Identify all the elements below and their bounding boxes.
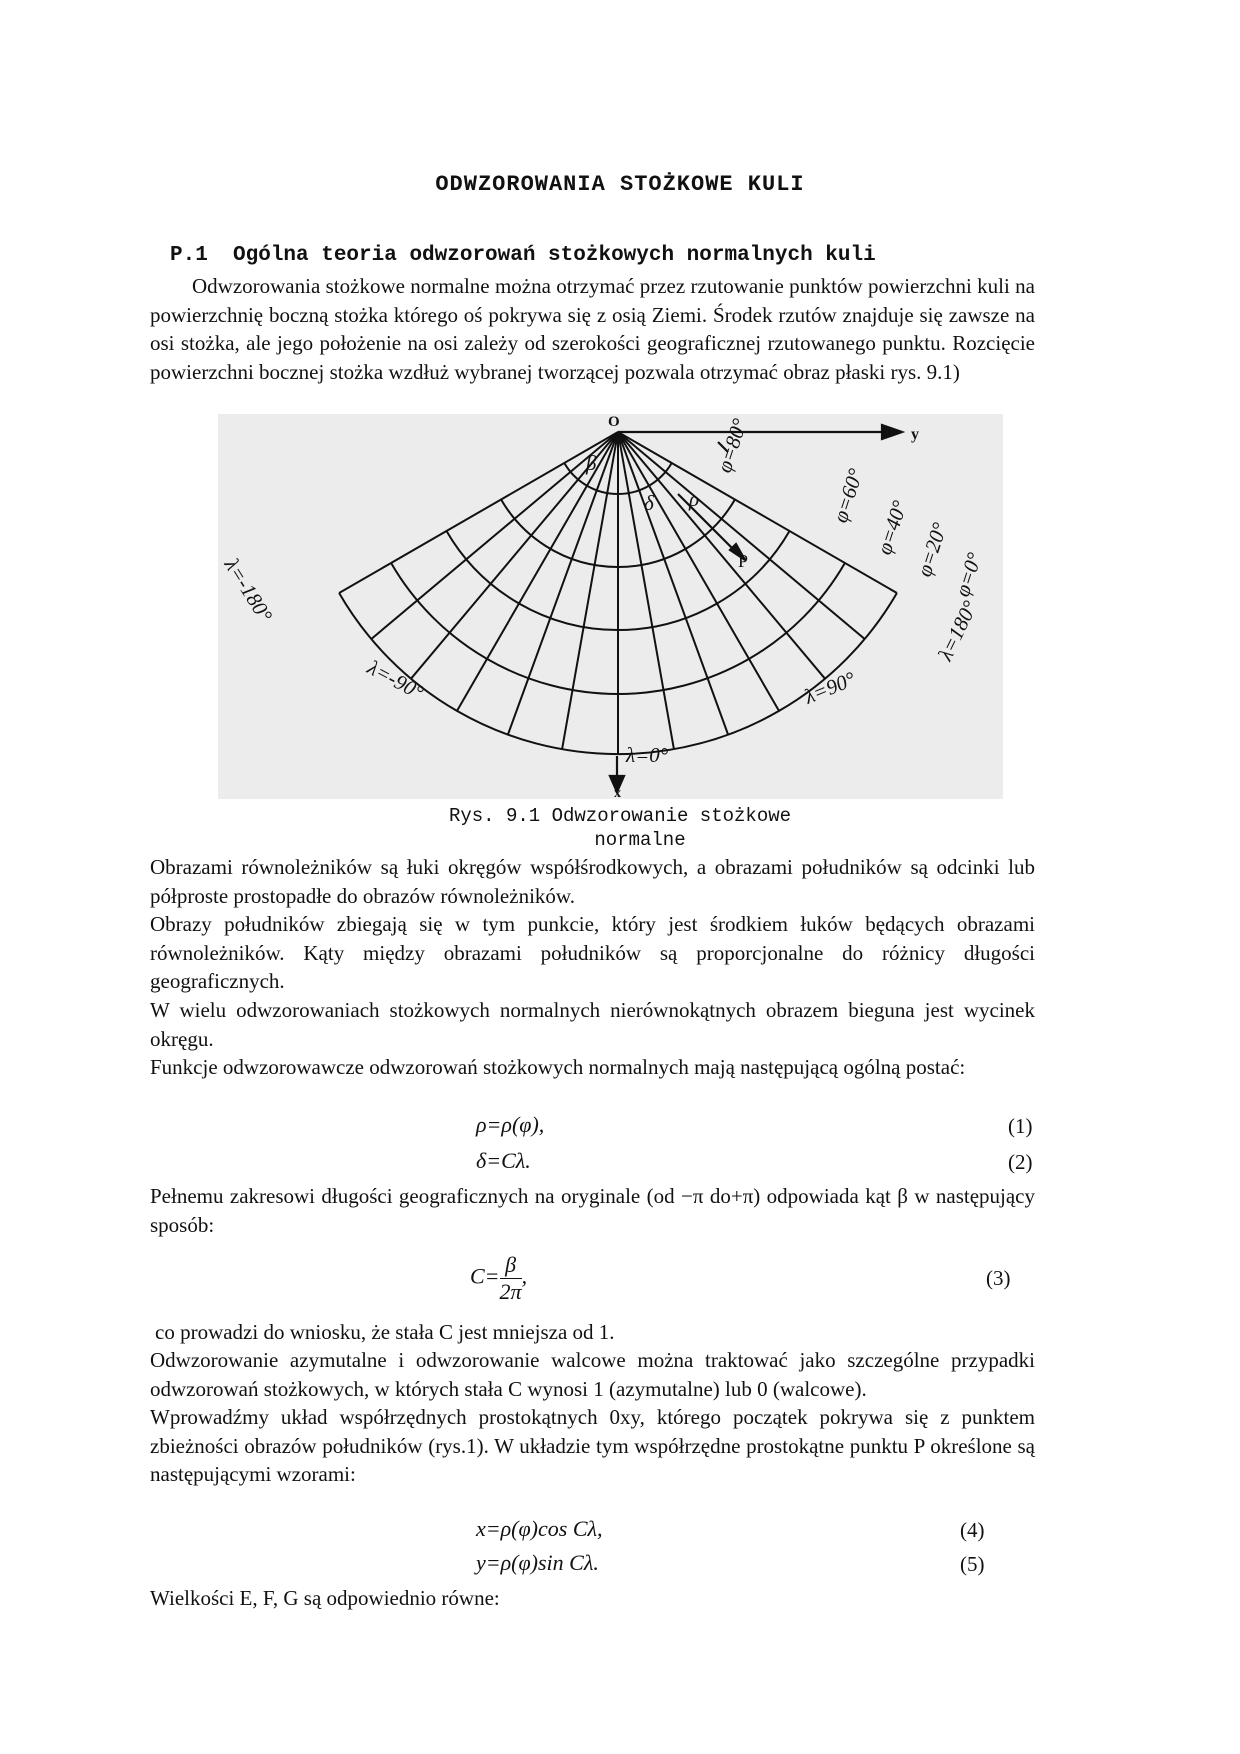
equation-3-fraction bbox=[500, 1252, 522, 1305]
page-title: ODWZOROWANIA STOŻKOWE KULI bbox=[435, 172, 805, 197]
figure-conic-projection bbox=[218, 414, 1003, 799]
label-delta: δ bbox=[644, 491, 654, 515]
caption-line-1: Rys. 9.1 Odwzorowanie stożkowe bbox=[448, 805, 792, 827]
paragraph: W wielu odwzorowaniach stożkowych normalnych nierównokątnych obrazem bieguna jest wycinek okręgu. bbox=[150, 997, 1035, 1051]
paragraph: Funkcje odwzorowawcze odwzorowań stożkowych normalnych mają następującą ogólną postać: bbox=[150, 1055, 966, 1080]
equation-3-tail: , bbox=[521, 1263, 528, 1289]
equation-1: ρ=ρ(φ), bbox=[476, 1112, 545, 1137]
equation-3-numerator: β bbox=[500, 1252, 522, 1279]
label-x-axis: x bbox=[614, 786, 621, 799]
conclusion-paragraph bbox=[155, 1318, 1040, 1347]
paragraph: Obrazami równoleżników są łuki okręgów współśrodkowych, a obrazami południków są odcinki lub półproste prostopadłe do obrazów równoleżników. bbox=[150, 855, 1035, 908]
label-rho: ρ bbox=[689, 487, 700, 511]
special-cases-paragraph bbox=[150, 1346, 1035, 1489]
range-paragraph bbox=[150, 1182, 1035, 1239]
label-phi-40: φ=40° bbox=[871, 497, 912, 558]
equation-2-number: (2) bbox=[1008, 1150, 1033, 1174]
equation-5-number: (5) bbox=[960, 1552, 985, 1576]
section-heading: P.1 Ogólna teoria odwzorowań stożkowych normalnych kuli bbox=[170, 244, 876, 267]
conic-projection-diagram bbox=[218, 414, 1003, 799]
label-phi-20: φ=20° bbox=[911, 519, 952, 580]
equation-4: x=ρ(φ)cos Cλ, bbox=[476, 1516, 603, 1541]
label-beta: β bbox=[586, 451, 597, 475]
efg-text: Wielkości E, F, G są odpowiednio równe: bbox=[150, 1586, 500, 1610]
paragraph: Obrazy południków zbiegają się w tym punkcie, który jest środkiem łuków będących obrazami równoleżników. Kąty między obrazami południków są proporcjonalne do różnicy długości geograficznych. bbox=[150, 912, 1035, 994]
meridian-line bbox=[618, 432, 897, 593]
intro-paragraph bbox=[150, 272, 1035, 386]
equation-3 bbox=[470, 1252, 527, 1305]
label-lambda-minus-90: λ=-90° bbox=[363, 655, 428, 705]
special-cases-text: Odwzorowanie azymutalne i odwzorowanie walcowe można traktować jako szczególne przypadki odwzorowań stożkowych, w których stała C wynosi 1 (azymutalne) lub 0 (walcowe). bbox=[150, 1348, 1035, 1401]
label-y-axis: y bbox=[911, 426, 919, 443]
range-text: Pełnemu zakresowi długości geograficznych na oryginale (od −π do+π) odpowiada kąt β w następujący sposób: bbox=[150, 1184, 1035, 1237]
body-paragraphs bbox=[150, 853, 1035, 1082]
equation-3-denominator: 2π bbox=[499, 1279, 522, 1304]
label-phi-80: φ=80° bbox=[711, 415, 752, 476]
label-lambda-90: λ=90° bbox=[800, 666, 859, 709]
efg-paragraph bbox=[150, 1584, 1035, 1613]
figure-caption bbox=[0, 804, 1240, 852]
label-phi-0: φ=0° bbox=[949, 549, 987, 600]
caption-line-2: normalne bbox=[594, 829, 686, 851]
equation-2: δ=Cλ. bbox=[476, 1148, 531, 1173]
y-axis-arrow bbox=[882, 425, 902, 439]
equation-4-number: (4) bbox=[960, 1518, 985, 1542]
label-origin: O bbox=[608, 414, 620, 430]
equation-3-number: (3) bbox=[986, 1266, 1011, 1290]
meridian-line bbox=[339, 432, 618, 593]
equation-5: y=ρ(φ)sin Cλ. bbox=[476, 1550, 599, 1575]
equation-3-lhs: C= bbox=[470, 1263, 500, 1289]
label-point-p: P bbox=[738, 551, 749, 571]
label-phi-60: φ=60° bbox=[827, 465, 868, 526]
intro-text: Odwzorowania stożkowe normalne można otrzymać przez rzutowanie punktów powierzchni kuli na powierzchnię boczną stożka którego oś pokrywa się z osią Ziemi. Środek rzutów znajduje się zawsze na osi stożka, ale jego położenie na osi zależy od szerokości geograficznej rzutowanego punktu. Rozcięcie powierzchni bocznej stożka wzdłuż wybranej tworzącej pozwala otrzymać obraz płaski rys. 9.1) bbox=[150, 274, 1035, 384]
label-lambda-minus-180: λ=-180° bbox=[219, 553, 278, 627]
label-lambda-0: λ=0° bbox=[626, 743, 669, 767]
conclusion-text: co prowadzi do wniosku, że stała C jest mniejsza od 1. bbox=[155, 1320, 615, 1344]
equation-1-number: (1) bbox=[1008, 1114, 1033, 1138]
label-lambda-180: λ=180° bbox=[932, 596, 983, 665]
coordinates-text: Wprowadźmy układ współrzędnych prostokątnych 0xy, którego początek pokrywa się z punktem zbieżności obrazów południków (rys.1). W układzie tym współrzędne prostokątne punktu P określone są następującymi wzorami: bbox=[150, 1405, 1035, 1487]
